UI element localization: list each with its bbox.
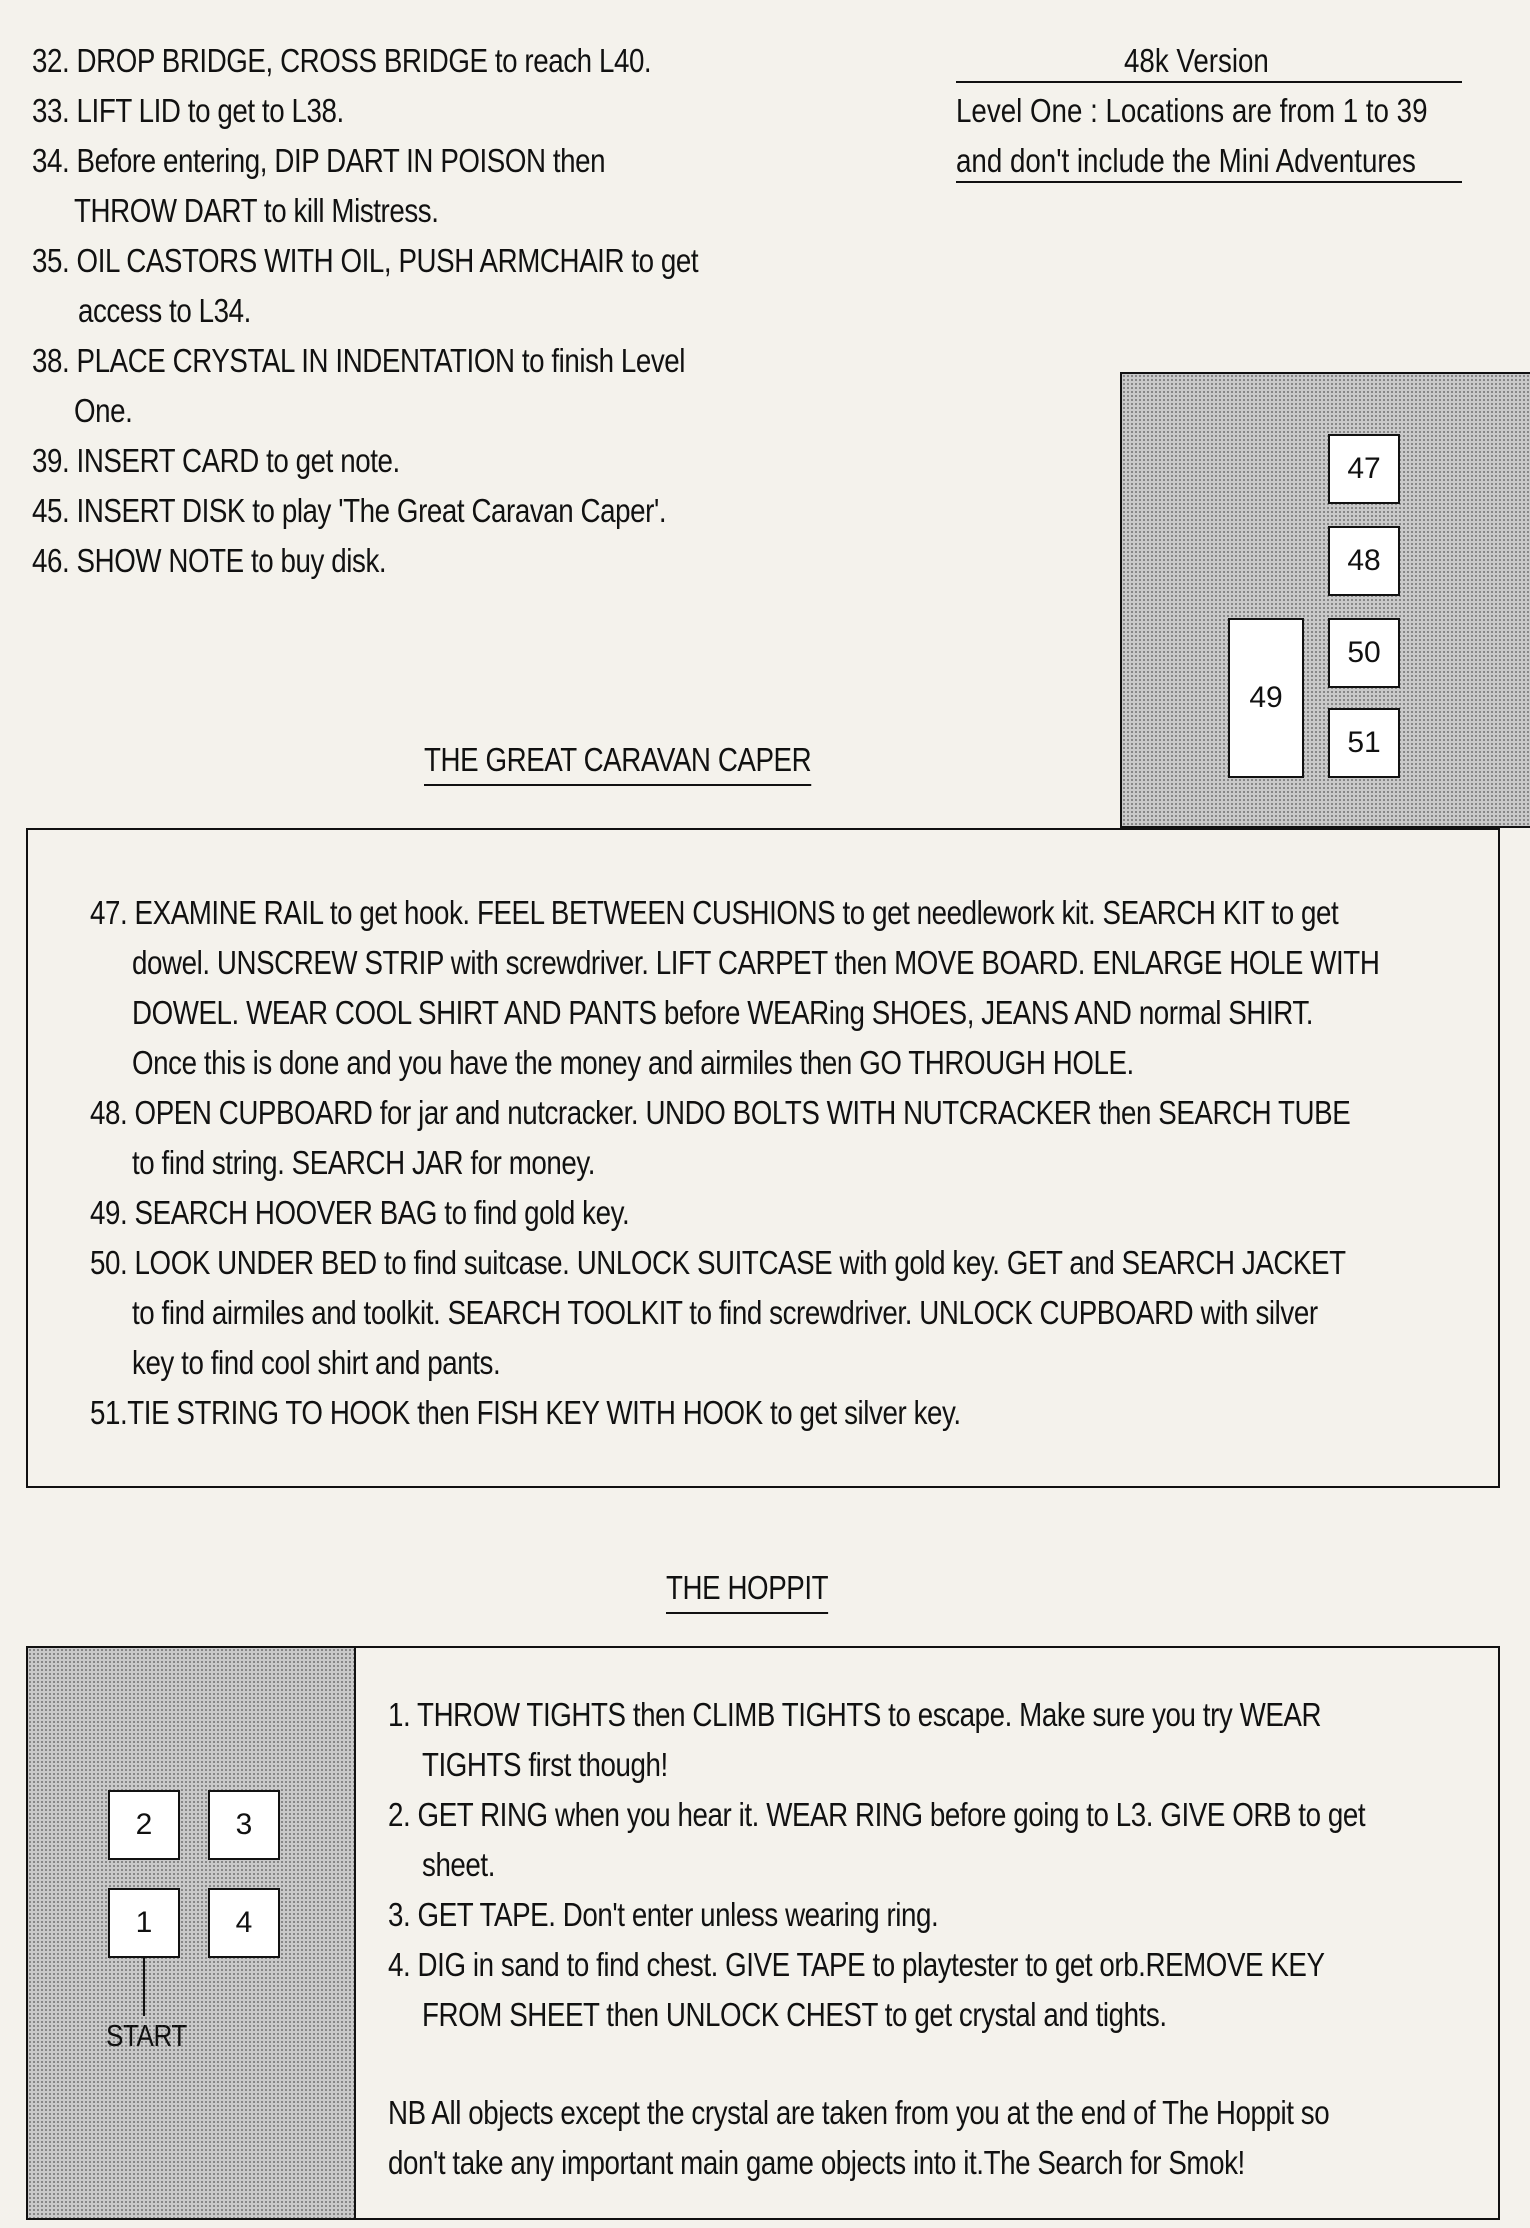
version-label: 48k Version [1124, 42, 1269, 79]
version-rule-bottom [956, 181, 1462, 183]
level-one-line: 35. OIL CASTORS WITH OIL, PUSH ARMCHAIR to get [32, 242, 699, 279]
hoppit-map [26, 1646, 356, 2220]
level-one-line: 32. DROP BRIDGE, CROSS BRIDGE to reach L40. [32, 42, 652, 79]
hoppit-room-3: 3 [208, 1790, 280, 1860]
hoppit-line: 3. GET TAPE. Don't enter unless wearing ring. [388, 1896, 939, 1933]
caravan-line: 51.TIE STRING TO HOOK then FISH KEY WITH HOOK to get silver key. [90, 1394, 961, 1431]
hoppit-line: don't take any important main game objects into it.The Search for Smok! [388, 2144, 1245, 2181]
level-one-line: 46. SHOW NOTE to buy disk. [32, 542, 387, 579]
level-one-line: THROW DART to kill Mistress. [74, 192, 439, 229]
caravan-line: dowel. UNSCREW STRIP with screwdriver. LIFT CARPET then MOVE BOARD. ENLARGE HOLE WITH [132, 944, 1380, 981]
hoppit-title: THE HOPPIT [666, 1564, 828, 1614]
map-room-50: 50 [1328, 618, 1400, 688]
hoppit-room-2: 2 [108, 1790, 180, 1860]
map-room-51: 51 [1328, 708, 1400, 778]
hoppit-line: FROM SHEET then UNLOCK CHEST to get crystal and tights. [422, 1996, 1167, 2033]
start-connector [143, 1958, 145, 2016]
level-one-line: One. [74, 392, 133, 429]
caravan-line: DOWEL. WEAR COOL SHIRT AND PANTS before WEARing SHOES, JEANS AND normal SHIRT. [132, 994, 1314, 1031]
caravan-line: key to find cool shirt and pants. [132, 1344, 501, 1381]
hoppit-line: 4. DIG in sand to find chest. GIVE TAPE to playtester to get orb.REMOVE KEY [388, 1946, 1325, 1983]
caravan-line: Once this is done and you have the money and airmiles then GO THROUGH HOLE. [132, 1044, 1134, 1081]
hoppit-line: sheet. [422, 1846, 496, 1883]
level-one-line: access to L34. [78, 292, 251, 329]
level-one-line: 39. INSERT CARD to get note. [32, 442, 400, 479]
caravan-line: 49. SEARCH HOOVER BAG to find gold key. [90, 1194, 630, 1231]
hoppit-line: TIGHTS first though! [422, 1746, 668, 1783]
caravan-map [1120, 372, 1530, 828]
version-line-2: and don't include the Mini Adventures [956, 142, 1416, 179]
caravan-line: to find string. SEARCH JAR for money. [132, 1144, 596, 1181]
caravan-line: 48. OPEN CUPBOARD for jar and nutcracker. UNDO BOLTS WITH NUTCRACKER then SEARCH TUBE [90, 1094, 1351, 1131]
map-room-48: 48 [1328, 526, 1400, 596]
level-one-line: 45. INSERT DISK to play 'The Great Caravan Caper'. [32, 492, 667, 529]
map-room-49: 49 [1228, 618, 1304, 778]
map-room-47: 47 [1328, 434, 1400, 504]
level-one-line: 34. Before entering, DIP DART IN POISON then [32, 142, 606, 179]
start-label: START [106, 2018, 187, 2053]
caravan-title: THE GREAT CARAVAN CAPER [424, 736, 811, 786]
version-rule-top [956, 81, 1462, 83]
hoppit-line: 2. GET RING when you hear it. WEAR RING before going to L3. GIVE ORB to get [388, 1796, 1366, 1833]
hoppit-line: NB All objects except the crystal are taken from you at the end of The Hoppit so [388, 2094, 1330, 2131]
caravan-line: 50. LOOK UNDER BED to find suitcase. UNLOCK SUITCASE with gold key. GET and SEARCH JACKET [90, 1244, 1346, 1281]
level-one-line: 33. LIFT LID to get to L38. [32, 92, 344, 129]
hoppit-room-4: 4 [208, 1888, 280, 1958]
hoppit-line: 1. THROW TIGHTS then CLIMB TIGHTS to escape. Make sure you try WEAR [388, 1696, 1322, 1733]
caravan-line: 47. EXAMINE RAIL to get hook. FEEL BETWEEN CUSHIONS to get needlework kit. SEARCH KIT to get [90, 894, 1339, 931]
hoppit-room-1: 1 [108, 1888, 180, 1958]
caravan-line: to find airmiles and toolkit. SEARCH TOOLKIT to find screwdriver. UNLOCK CUPBOARD with silver [132, 1294, 1318, 1331]
version-line-1: Level One : Locations are from 1 to 39 [956, 92, 1428, 129]
level-one-line: 38. PLACE CRYSTAL IN INDENTATION to finish Level [32, 342, 686, 379]
